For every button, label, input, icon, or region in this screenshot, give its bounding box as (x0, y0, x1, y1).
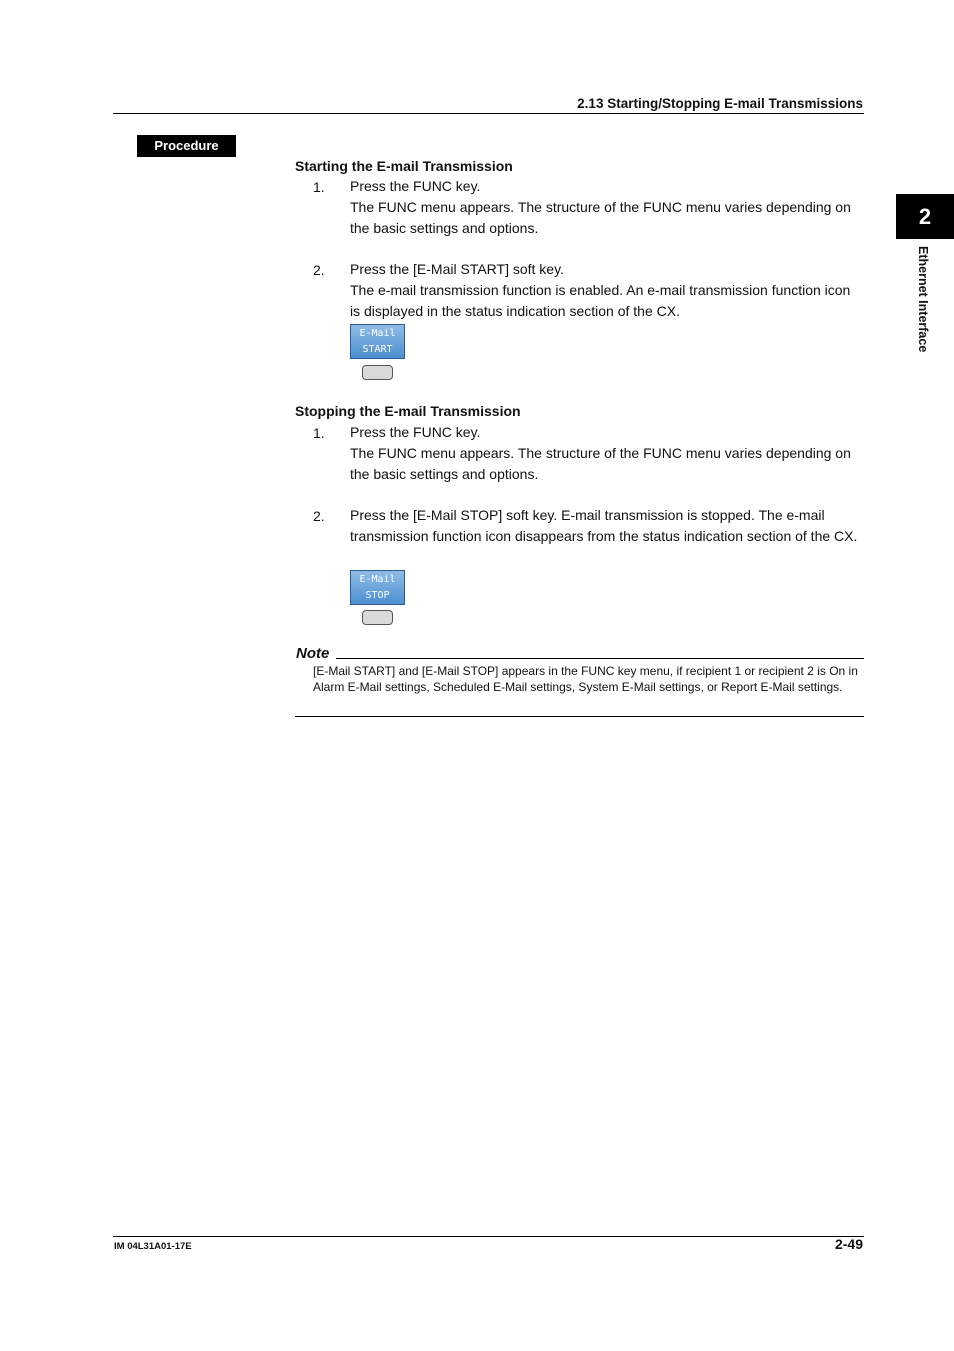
stop-step-2-number: 2. (313, 508, 325, 524)
note-rule-top (336, 658, 864, 659)
note-heading: Note (296, 645, 330, 662)
softkey-label-line1: E-Mail (359, 574, 396, 585)
start-step-1-text: Press the FUNC key. (350, 178, 481, 194)
footer-rule (113, 1236, 864, 1237)
softkey-label-line2: START (362, 344, 393, 355)
softkey-label-line1: E-Mail (359, 328, 396, 339)
start-step-2-number: 2. (313, 262, 325, 278)
start-step-1 (350, 176, 862, 239)
start-step-1-number: 1. (313, 179, 325, 195)
start-step-2-detail: The e-mail transmission function is enabled. An e-mail transmission function icon is displayed in the status indication section of the CX. (350, 282, 851, 319)
chapter-number-tab: 2 (896, 194, 954, 239)
email-stop-softkey-label (350, 570, 405, 605)
stop-step-1-detail: The FUNC menu appears. The structure of the FUNC menu varies depending on the basic settings and options. (350, 445, 851, 482)
start-step-2-text: Press the [E-Mail START] soft key. (350, 261, 564, 277)
softkey-label-line2: STOP (365, 590, 390, 601)
page-number: 2-49 (834, 1236, 863, 1252)
chapter-title-side: Ethernet Interface (916, 246, 930, 353)
header-rule (113, 113, 864, 114)
stop-section-heading: Stopping the E-mail Transmission (295, 403, 521, 419)
stop-step-1-number: 1. (313, 425, 325, 441)
note-text: [E-Mail START] and [E-Mail STOP] appears in the FUNC key menu, if recipient 1 or recipient 2 is On in Alarm E-Mail settings, Scheduled E-Mail settings, System E-Mail settings, or Report E-Mail settings. (313, 664, 858, 694)
email-start-softkey-button[interactable] (362, 365, 393, 380)
procedure-label: Procedure (137, 135, 236, 157)
document-id: IM 04L31A01-17E (114, 1241, 192, 1252)
stop-step-2-text: Press the [E-Mail STOP] soft key. E-mail transmission is stopped. The e-mail transmission function icon disappears from the status indication section of the CX. (350, 507, 858, 544)
stop-step-1 (350, 422, 862, 485)
start-step-1-detail: The FUNC menu appears. The structure of the FUNC menu varies depending on the basic settings and options. (350, 199, 851, 236)
email-stop-softkey-button[interactable] (362, 610, 393, 625)
stop-step-1-text: Press the FUNC key. (350, 424, 481, 440)
section-title: 2.13 Starting/Stopping E-mail Transmissions (577, 96, 863, 111)
start-step-2 (350, 259, 862, 322)
note-rule-bottom (295, 716, 864, 717)
email-start-softkey-label (350, 324, 405, 359)
start-section-heading: Starting the E-mail Transmission (295, 158, 513, 174)
